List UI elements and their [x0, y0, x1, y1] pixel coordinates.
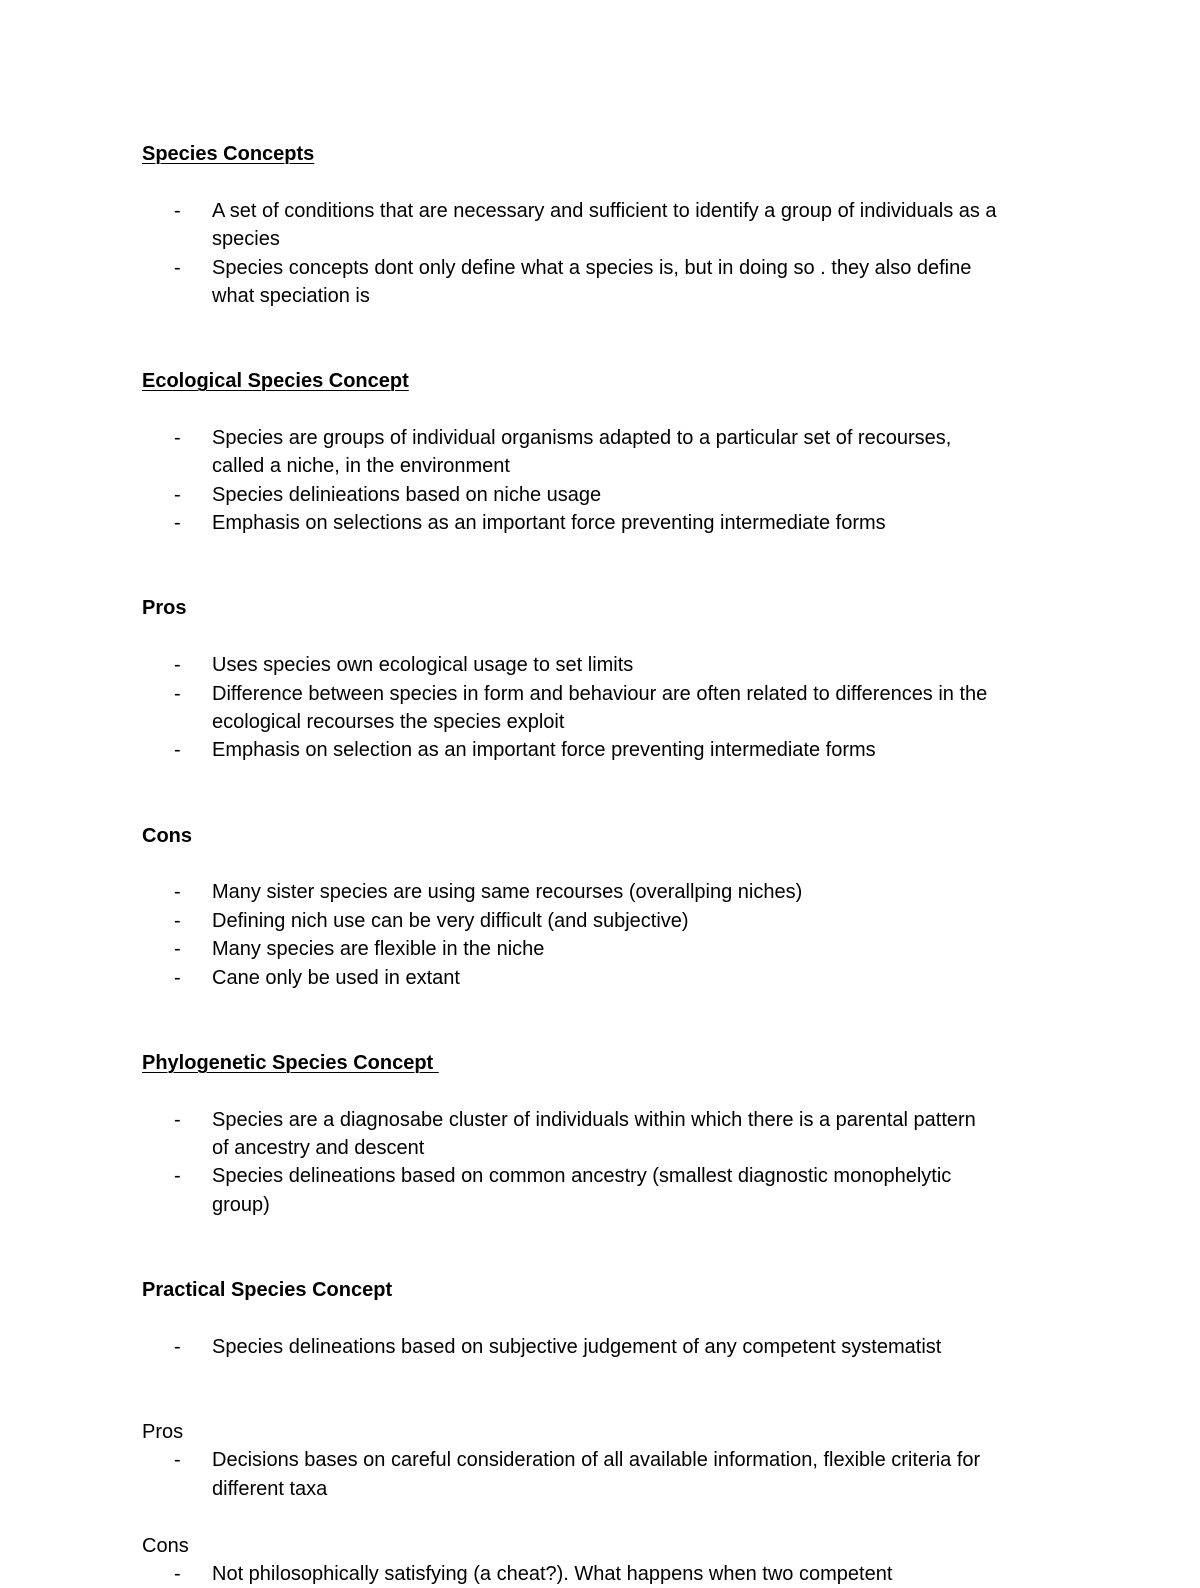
bullet-dash-icon: -	[174, 938, 181, 961]
bullet-item	[0, 1333, 1200, 1361]
bullet-text: A set of conditions that are necessary and sufficient to identify a group of individuals as a	[212, 199, 997, 222]
bullet-dash-icon: -	[174, 1335, 181, 1358]
bullet-dash-icon: -	[174, 512, 181, 535]
bullet-text: Defining nich use can be very difficult (and subjective)	[212, 909, 689, 932]
bullet-item-continuation	[0, 282, 1200, 310]
bullet-item	[0, 964, 1200, 992]
bullet-item	[0, 509, 1200, 537]
bullet-dash-icon: -	[174, 256, 181, 279]
bullet-text: what speciation is	[212, 285, 370, 307]
section-heading-ecological-species-concept: Ecological Species Concept	[142, 370, 409, 393]
bullet-text: species	[212, 228, 280, 251]
section-heading-cons: Cons	[142, 824, 192, 847]
section-heading-pros: Pros	[142, 597, 187, 620]
bullet-text: Not philosophically satisfying (a cheat?). What happens when two competent	[212, 1563, 893, 1585]
bullet-dash-icon: -	[174, 654, 181, 677]
bullet-dash-icon: -	[174, 483, 181, 506]
bullet-dash-icon: -	[174, 682, 181, 705]
bullet-text: group)	[212, 1193, 270, 1216]
heading-row	[0, 367, 1200, 395]
label-row	[0, 1532, 1200, 1560]
bullet-dash-icon: -	[174, 1449, 181, 1472]
bullet-dash-icon: -	[174, 1165, 181, 1188]
bullet-text: Emphasis on selections as an important force preventing intermediate forms	[212, 512, 886, 535]
subsection-label-pros: Pros	[142, 1421, 184, 1443]
bullet-text: Many species are flexible in the niche	[212, 938, 545, 961]
bullet-text: Many sister species are using same recourses (overallping niches)	[212, 881, 803, 904]
subsection-label-cons: Cons	[142, 1534, 189, 1557]
section-heading-species-concepts: Species Concepts	[142, 143, 315, 165]
heading-row	[0, 822, 1200, 850]
bullet-item	[0, 481, 1200, 509]
bullet-text: of ancestry and descent	[212, 1137, 425, 1159]
label-row	[0, 1418, 1200, 1446]
bullet-item-continuation	[0, 1134, 1200, 1162]
bullet-text: Decisions bases on careful consideration of all available information, flexible criteria for	[212, 1449, 981, 1472]
bullet-text: Emphasis on selection as an important force preventing intermediate forms	[212, 739, 876, 762]
bullet-item	[0, 1560, 1200, 1588]
bullet-item-continuation	[0, 1191, 1200, 1219]
bullet-dash-icon: -	[174, 199, 181, 222]
bullet-dash-icon: -	[174, 881, 181, 904]
bullet-item-continuation	[0, 708, 1200, 736]
bullet-dash-icon: -	[174, 966, 181, 989]
bullet-item	[0, 680, 1200, 708]
bullet-item	[0, 1162, 1200, 1190]
heading-row	[0, 140, 1200, 168]
heading-row	[0, 594, 1200, 622]
bullet-item	[0, 651, 1200, 679]
bullet-item-continuation	[0, 1475, 1200, 1503]
bullet-item	[0, 907, 1200, 935]
bullet-text: called a niche, in the environment	[212, 455, 510, 478]
bullet-item	[0, 1446, 1200, 1474]
bullet-dash-icon: -	[174, 909, 181, 932]
bullet-text: Uses species own ecological usage to set limits	[212, 654, 634, 677]
bullet-dash-icon: -	[174, 739, 181, 762]
heading-row	[0, 1276, 1200, 1304]
bullet-text: Species are groups of individual organisms adapted to a particular set of recourses,	[212, 427, 952, 449]
bullet-item-continuation	[0, 225, 1200, 253]
bullet-text: Species are a diagnosabe cluster of individuals within which there is a parental pattern	[212, 1108, 976, 1131]
section-heading-phylogenetic-species-concept: Phylogenetic Species Concept	[142, 1051, 439, 1074]
heading-row	[0, 1049, 1200, 1077]
bullet-item	[0, 254, 1200, 282]
bullet-item	[0, 736, 1200, 764]
bullet-item	[0, 878, 1200, 906]
bullet-text: Difference between species in form and behaviour are often related to differences in the	[212, 682, 988, 705]
bullet-item	[0, 424, 1200, 452]
bullet-item	[0, 935, 1200, 963]
bullet-dash-icon: -	[174, 1108, 181, 1131]
bullet-text: different taxa	[212, 1477, 328, 1500]
bullet-text: Species delineations based on common ancestry (smallest diagnostic monophelytic	[212, 1165, 952, 1188]
bullet-item	[0, 1106, 1200, 1134]
bullet-text: Species delineations based on subjective judgement of any competent systematist	[212, 1335, 942, 1358]
bullet-text: ecological recourses the species exploit	[212, 711, 565, 733]
bullet-dash-icon: -	[174, 1563, 181, 1585]
section-heading-practical-species-concept: Practical Species Concept	[142, 1279, 393, 1301]
bullet-text: Cane only be used in extant	[212, 966, 460, 989]
bullet-dash-icon: -	[174, 427, 181, 449]
bullet-item	[0, 197, 1200, 225]
bullet-text: Species delinieations based on niche usage	[212, 483, 602, 506]
bullet-text: Species concepts dont only define what a species is, but in doing so . they also define	[212, 256, 972, 279]
bullet-item-continuation	[0, 452, 1200, 480]
